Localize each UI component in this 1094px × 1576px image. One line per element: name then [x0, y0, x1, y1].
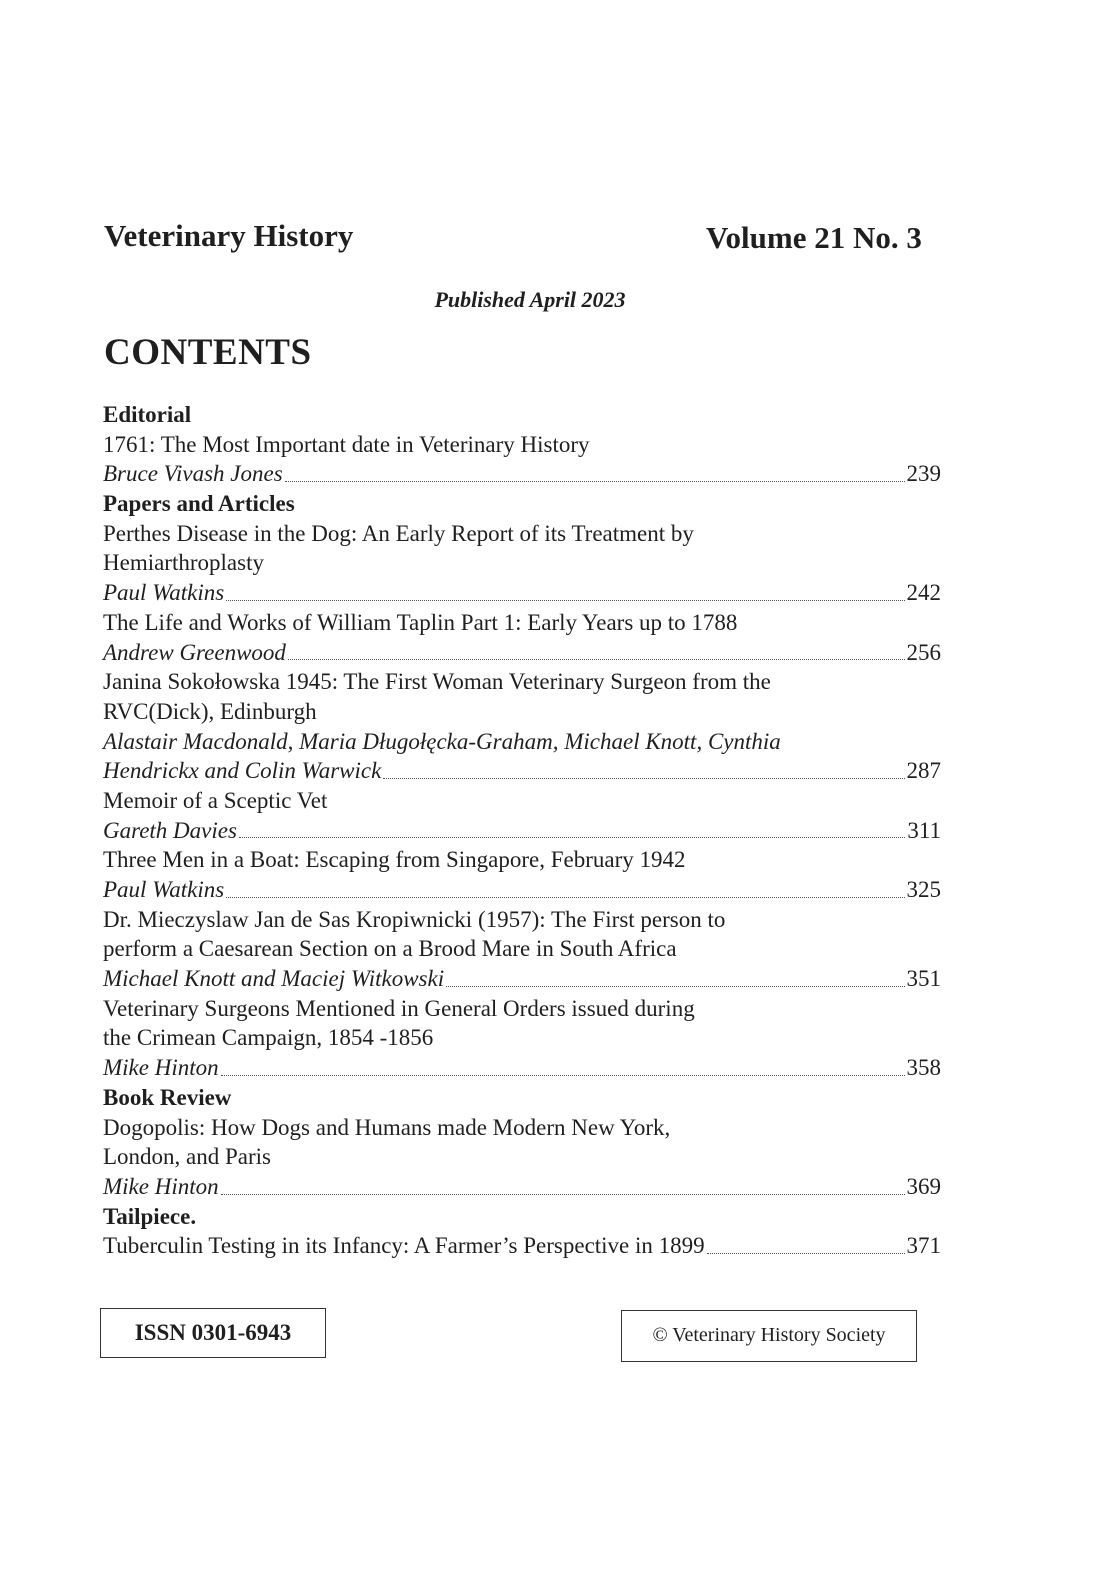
entry-title: 1761: The Most Important date in Veterinary History: [103, 431, 590, 457]
section-heading-tailpiece: Tailpiece.: [103, 1203, 197, 1229]
entry-title: Dr. Mieczyslaw Jan de Sas Kropiwnicki (1957): The First person to: [103, 906, 726, 932]
entry-author: Andrew Greenwood: [103, 639, 286, 665]
entry-page-number: 242: [906, 580, 941, 606]
entry-author-line: [103, 1172, 941, 1202]
entry-page-number: 239: [906, 461, 941, 487]
entry-title: Janina Sokołowska 1945: The First Woman Veterinary Surgeon from the: [103, 669, 771, 695]
dot-leader: [707, 1252, 905, 1254]
section-heading-papers: Papers and Articles: [103, 491, 295, 517]
entry-page-number: 256: [906, 639, 941, 665]
entry-author: Paul Watkins: [103, 580, 225, 606]
entry-author-line: [103, 875, 941, 905]
dot-leader: [288, 658, 905, 660]
entry-author: Michael Knott and Maciej Witkowski: [103, 966, 445, 992]
entry-author-line: [103, 638, 941, 668]
entry-title: RVC(Dick), Edinburgh: [103, 698, 317, 724]
contents-heading: CONTENTS: [104, 332, 312, 373]
section-heading-editorial: Editorial: [103, 402, 192, 427]
entry-page-number: 358: [906, 1055, 941, 1081]
entry-author: Mike Hinton: [103, 1173, 219, 1199]
dot-leader: [446, 985, 904, 987]
entry-title: The Life and Works of William Taplin Part 1: Early Years up to 1788: [103, 609, 738, 635]
entry-title: Veterinary Surgeons Mentioned in General Orders issued during: [103, 995, 695, 1021]
volume-number: Volume 21 No. 3: [706, 220, 922, 255]
entry-author-line: [103, 578, 941, 608]
entry-author: [103, 727, 941, 757]
entry-title: Perthes Disease in the Dog: An Early Report of its Treatment by: [103, 520, 694, 546]
entry-author-line: [103, 1053, 941, 1083]
entry-page-number: 351: [906, 966, 941, 992]
entry-author-line: [103, 756, 941, 786]
entry-title: Tuberculin Testing in its Infancy: A Farmer’s Perspective in 1899: [103, 1233, 705, 1259]
entry-title: London, and Paris: [103, 1144, 272, 1170]
entry-author: Mike Hinton: [103, 1055, 219, 1081]
entry-title: Memoir of a Sceptic Vet: [103, 787, 328, 813]
dot-leader: [221, 1193, 905, 1195]
entry-author-part: Hendrickx and Colin Warwick: [103, 758, 382, 784]
dot-leader: [239, 836, 905, 838]
entry-title: perform a Caesarean Section on a Brood Mare in South Africa: [103, 936, 677, 962]
entry-title-line: [103, 1231, 941, 1261]
dot-leader: [226, 896, 904, 898]
entry-page-number: 371: [906, 1233, 941, 1259]
entry-author: Bruce Vivash Jones: [103, 461, 283, 487]
copyright-box: © Veterinary History Society: [621, 1310, 917, 1362]
entry-author-line: [103, 459, 941, 489]
publication-date: Published April 2023: [434, 287, 626, 312]
issn-box: ISSN 0301-6943: [100, 1308, 326, 1358]
table-of-contents: [103, 400, 941, 1261]
entry-page-number: 287: [906, 758, 941, 784]
entry-author: Gareth Davies: [103, 817, 237, 843]
dot-leader: [221, 1074, 905, 1076]
entry-page-number: 369: [906, 1173, 941, 1199]
dot-leader: [226, 599, 904, 601]
entry-author: Paul Watkins: [103, 877, 225, 902]
entry-page-number: 311: [907, 817, 941, 843]
dot-leader: [285, 480, 905, 482]
section-heading-book-review: Book Review: [103, 1084, 232, 1110]
entry-author-line: [103, 964, 941, 994]
entry-author-line: [103, 816, 941, 846]
entry-title: Dogopolis: How Dogs and Humans made Modern New York,: [103, 1114, 671, 1140]
entry-title: Three Men in a Boat: Escaping from Singapore, February 1942: [103, 847, 686, 873]
dot-leader: [383, 777, 904, 779]
entry-author-part: Alastair Macdonald, Maria Długołęcka-Graham, Michael Knott, Cynthia: [103, 728, 781, 754]
entry-title: the Crimean Campaign, 1854 -1856: [103, 1025, 434, 1051]
entry-page-number: 325: [906, 877, 941, 902]
journal-title: Veterinary History: [104, 218, 354, 253]
entry-title: Hemiarthroplasty: [103, 550, 264, 576]
